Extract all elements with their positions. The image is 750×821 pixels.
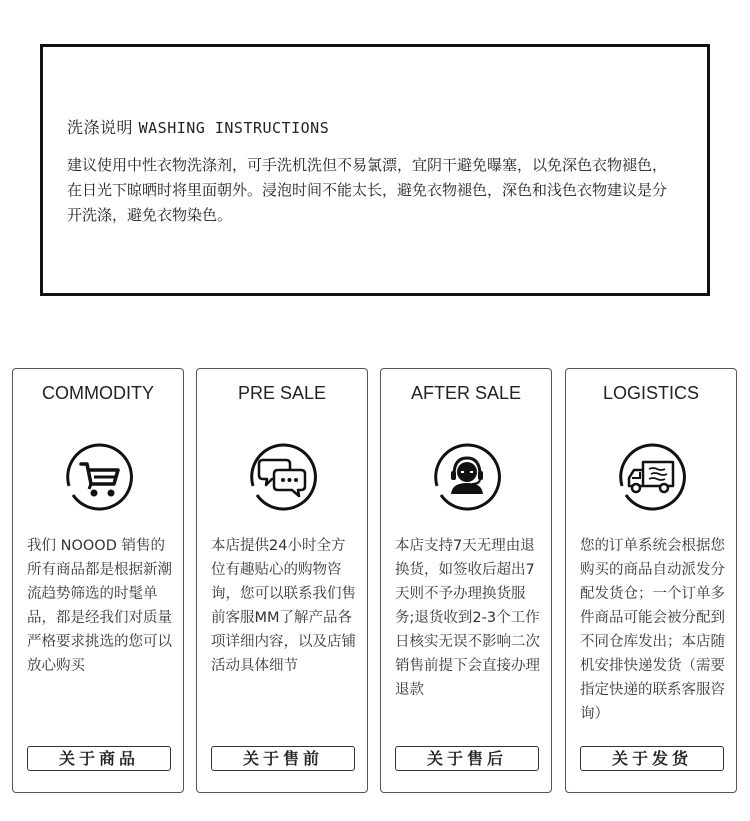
about-pre-sale-button[interactable]: 关于售前: [211, 746, 355, 771]
card-after-sale: [380, 368, 552, 793]
washing-title: [67, 115, 329, 138]
shopping-cart-icon: [64, 442, 134, 512]
card-commodity: [12, 368, 184, 793]
card-description: 本店支持7天无理由退换货，如签收后超出7天则不予办理换货服务;退货收到2-3个工作日核实无误不影响二次销售前提下会直接办理退款: [395, 538, 540, 698]
customer-service-headset-icon: [432, 442, 502, 512]
card-pre-sale: [196, 368, 368, 793]
card-logistics: [565, 368, 737, 793]
card-title: LOGISTICS: [602, 383, 700, 403]
card-description: 我们 NOOOD 销售的所有商品都是根据新潮流趋势筛选的时髦单品，都是经我们对质量严格要求挑选的您可以放心购买: [27, 538, 172, 674]
washing-title-en: WASHING INSTRUCTIONS: [138, 119, 330, 137]
card-title: PRE SALE: [237, 383, 327, 403]
chat-bubbles-icon: [248, 442, 318, 512]
washing-instructions-box: [40, 44, 710, 296]
card-title: AFTER SALE: [410, 383, 522, 403]
about-after-sale-button[interactable]: 关于售后: [395, 746, 539, 771]
card-title: COMMODITY: [42, 383, 154, 403]
washing-body: 建议使用中性衣物洗涤剂，可手洗机洗但不易氯漂，宜阴干避免曝塞，以免深色衣物褪色，在日光下晾晒时将里面朝外。浸泡时间不能太长，避免衣物褪色，深色和浅色衣物建议是分开洗涤，避免衣物染色。: [67, 156, 668, 224]
about-logistics-button[interactable]: 关于发货: [580, 746, 724, 771]
delivery-truck-icon: [617, 442, 687, 512]
washing-title-cn: 洗涤说明: [67, 118, 134, 137]
card-description: 您的订单系统会根据您购买的商品自动派发分配发货仓；一个订单多件商品可能会被分配到不同仓库发出；本店随机安排快递发货（需要指定快递的联系客服咨询）: [580, 538, 725, 722]
card-description: 本店提供24小时全方位有趣贴心的购物咨询，您可以联系我们售前客服MM了解产品各项详细内容，以及店铺活动具体细节: [211, 538, 356, 674]
about-commodity-button[interactable]: 关于商品: [27, 746, 171, 771]
